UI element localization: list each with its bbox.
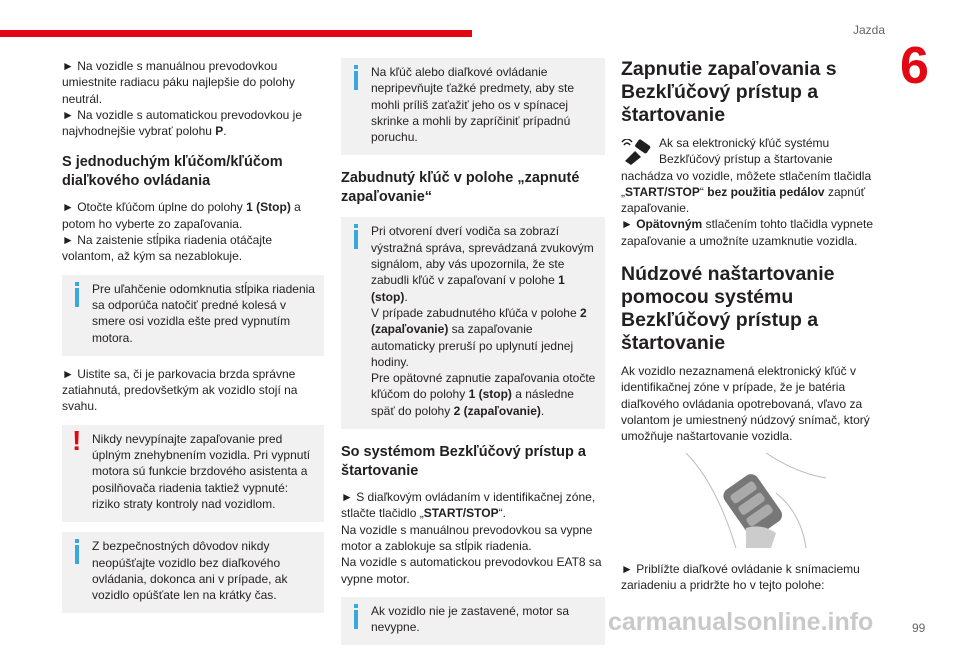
warning-icon: ! [72, 424, 82, 456]
column-1 [62, 58, 324, 623]
section-heading: Zabudnutý kľúč v polohe „zapnuté zapaľovanie“ [341, 170, 580, 206]
section-heading: Zapnutie zapaľovania s Bezkľúčový prístup a štartovanie [621, 58, 837, 126]
info-icon [70, 282, 88, 307]
column-3 [621, 58, 887, 593]
info-box: Ak vozidlo nie je zastavené, motor sa nevypne. [341, 597, 605, 646]
paragraph: ► Na zaistenie stĺpika riadenia otáčajte volantom, až kým sa nezablokuje. [62, 233, 272, 264]
paragraph: Ak sa elektronický kľúč systému Bezkľúčový prístup a štartovanie nachádza vo vozidle, môžete stlačením tlačidla „START/STOP“ bez použitia pedálov zapnúť zapaľovanie. [621, 136, 872, 216]
section-heading: Núdzové naštartovanie pomocou systému Bezkľúčový prístup a štartovanie [621, 263, 835, 355]
paragraph: ► Opätovným stlačením tohto tlačidla vypnete zapaľovanie a umožníte uzamknutie vozidla. [621, 217, 873, 248]
column-2 [341, 58, 605, 655]
warning-box: ! Nikdy nevypínajte zapaľovanie pred úplným znehybnením vozidla. Pri vypnutí motora sú funkcie brzdového asistenta a posilňovača riadenia taktiež vypnuté: riziko straty kontroly nad vozidlom. [62, 425, 324, 522]
section-heading: So systémom Bezkľúčový prístup a štartovanie [341, 444, 586, 480]
paragraph: ► Priblížte diaľkové ovládanie k snímaciemu zariadeniu a pridržte ho v tejto polohe: [621, 561, 860, 592]
remote-near-sensor-illustration [676, 453, 826, 548]
watermark: carmanualsonline.info [608, 608, 874, 636]
header-accent-bar [0, 30, 472, 37]
paragraph: Ak vozidlo nezaznamená elektronický kľúč v identifikačnej zóne v prípade, že je batéria diaľkového ovládania opotrebovaná, vľavo za volantom je umiestnený núdzový snímač, ktorý umožňuje naštartovanie vozidla. [621, 364, 870, 444]
info-box: Pri otvorení dverí vodiča sa zobrazí výstražná správa, sprevádzaná zvukovým signálom, aby vás upozornila, že ste zabudli kľúč v zapaľovaní v polohe 1 (stop). V prípade zabudnutého kľúča v polohe 2 (zapaľovanie) sa zapaľovanie automaticky preruší po uplynutí jednej hodiny. Pre opätovné zapnutie zapaľovania otočte kľúčom do polohy 1 (stop) a následne späť do polohy 2 (zapaľovanie). [341, 217, 605, 429]
info-box: Pre uľahčenie odomknutia stĺpika riadenia sa odporúča natočiť predné kolesá v smere osi vozidla ešte pred vypnutím motora. [62, 275, 324, 356]
paragraph: ► Uistite sa, či je parkovacia brzda správne zatiahnutá, predovšetkým ak vozidlo stojí na svahu. [62, 366, 298, 414]
info-icon [349, 224, 367, 249]
paragraph: ► Na vozidle s automatickou prevodovkou je najvhodnejšie vybrať polohu P. [62, 107, 302, 139]
info-icon [70, 539, 88, 564]
paragraph: ► Na vozidle s manuálnou prevodovkou umiestnite radiacu páku najlepšie do polohy neutrál. [62, 59, 295, 106]
keyless-key-icon [621, 139, 653, 165]
page-number: 99 [912, 621, 926, 635]
paragraph: ► Otočte kľúčom úplne do polohy 1 (Stop) a potom ho vyberte zo zapaľovania. [62, 200, 301, 231]
info-icon [349, 604, 367, 629]
chapter-number: 6 [900, 37, 929, 95]
info-box: Na kľúč alebo diaľkové ovládanie nepripevňujte ťažké predmety, aby ste mohli príliš zaťažiť jeho os v spínacej skrinke a mohli by zapríčiniť prípadnú poruchu. [341, 58, 605, 155]
paragraph: Na vozidle s automatickou prevodovkou EAT8 sa vypne motor. [341, 555, 602, 586]
section-heading: S jednoduchým kľúčom/kľúčom diaľkového ovládania [62, 154, 283, 190]
info-icon [349, 65, 367, 90]
paragraph: Na vozidle s manuálnou prevodovkou sa vypne motor a zablokuje sa stĺpik riadenia. [341, 522, 593, 553]
section-title: Jazda [852, 23, 886, 37]
info-box: Z bezpečnostných dôvodov nikdy neopúšťajte vozidlo bez diaľkového ovládania, dokonca ani v prípade, ak vozidlo opúšťate len na krátky čas. [62, 532, 324, 613]
paragraph: ► S diaľkovým ovládaním v identifikačnej zóne, stlačte tlačidlo „START/STOP“. [341, 490, 596, 521]
